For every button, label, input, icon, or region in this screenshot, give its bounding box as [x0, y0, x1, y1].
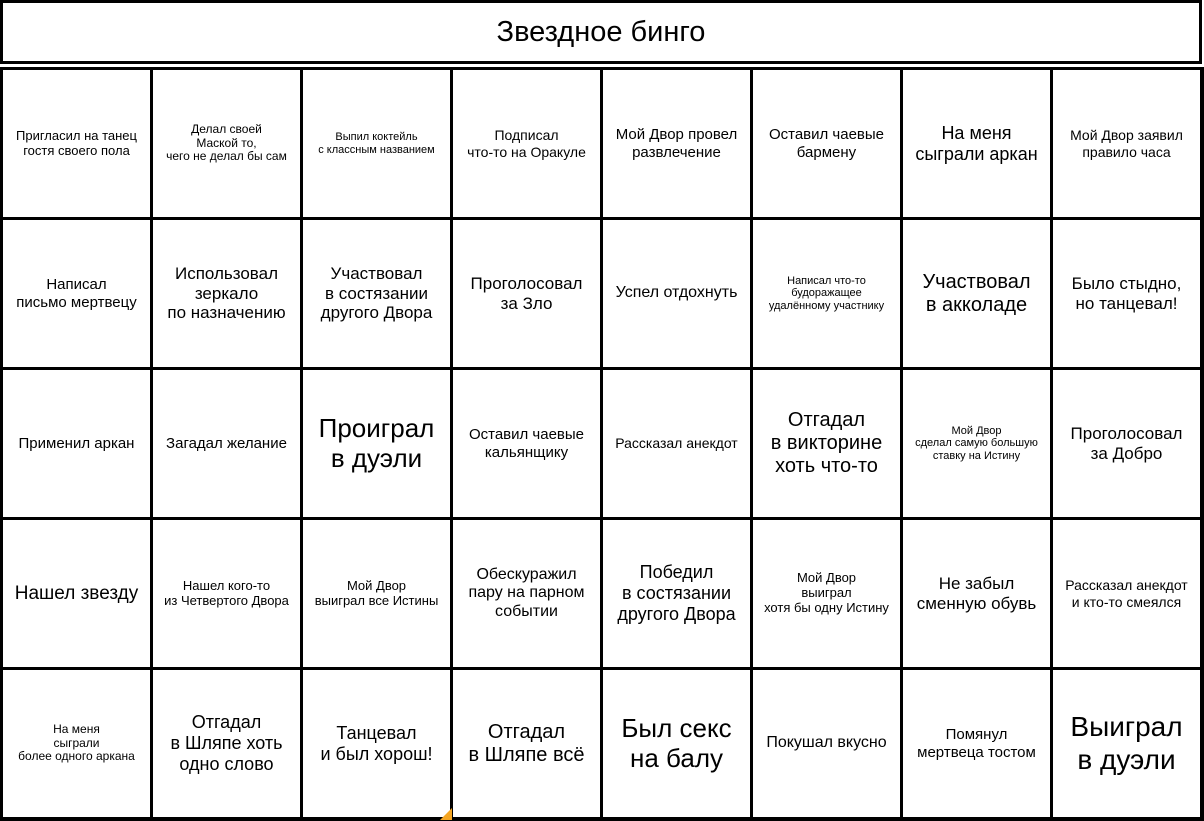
bingo-cell[interactable]: Мой Двор провел развлечение	[603, 70, 750, 217]
bingo-cell[interactable]: Рассказал анекдот и кто-то смеялся	[1053, 520, 1200, 667]
bingo-cell[interactable]: Нашел звезду	[3, 520, 150, 667]
bingo-cell[interactable]: На меня сыграли более одного аркана	[3, 670, 150, 817]
bingo-grid	[0, 67, 1204, 821]
bingo-cell[interactable]: Было стыдно, но танцевал!	[1053, 220, 1200, 367]
bingo-cell[interactable]: Мой Двор заявил правило часа	[1053, 70, 1200, 217]
bingo-cell[interactable]: Применил аркан	[3, 370, 150, 517]
board-title: Звездное бинго	[0, 0, 1202, 64]
bingo-cell[interactable]: Танцевал и был хорош!	[303, 670, 450, 817]
bingo-cell[interactable]: Мой Двор выиграл все Истины	[303, 520, 450, 667]
bingo-cell[interactable]: Участвовал в акколаде	[903, 220, 1050, 367]
bingo-cell[interactable]: Отгадал в Шляпе хоть одно слово	[153, 670, 300, 817]
bingo-cell[interactable]: Выпил коктейль с классным названием	[303, 70, 450, 217]
bingo-cell[interactable]: Отгадал в Шляпе всё	[453, 670, 600, 817]
bingo-cell[interactable]: Покушал вкусно	[753, 670, 900, 817]
bingo-cell[interactable]: На меня сыграли аркан	[903, 70, 1050, 217]
bingo-cell[interactable]: Мой Двор выиграл хотя бы одну Истину	[753, 520, 900, 667]
bingo-cell[interactable]: Нашел кого-то из Четвертого Двора	[153, 520, 300, 667]
bingo-cell[interactable]: Участвовал в состязании другого Двора	[303, 220, 450, 367]
bingo-cell[interactable]: Загадал желание	[153, 370, 300, 517]
bingo-cell[interactable]: Проголосовал за Зло	[453, 220, 600, 367]
bingo-cell[interactable]: Делал своей Маской то, чего не делал бы сам	[153, 70, 300, 217]
bingo-cell[interactable]: Использовал зеркало по назначению	[153, 220, 300, 367]
bingo-cell[interactable]: Выиграл в дуэли	[1053, 670, 1200, 817]
bingo-cell[interactable]: Оставил чаевые кальянщику	[453, 370, 600, 517]
bingo-cell[interactable]: Отгадал в викторине хоть что-то	[753, 370, 900, 517]
bingo-cell[interactable]: Написал что-то будоражащее удалённому участнику	[753, 220, 900, 367]
bingo-cell[interactable]: Написал письмо мертвецу	[3, 220, 150, 367]
bingo-cell[interactable]: Мой Двор сделал самую большую ставку на Истину	[903, 370, 1050, 517]
bingo-cell[interactable]: Проиграл в дуэли	[303, 370, 450, 517]
bingo-cell[interactable]: Не забыл сменную обувь	[903, 520, 1050, 667]
bingo-cell[interactable]: Пригласил на танец гостя своего пола	[3, 70, 150, 217]
bingo-cell[interactable]: Помянул мертвеца тостом	[903, 670, 1050, 817]
bingo-cell[interactable]: Проголосовал за Добро	[1053, 370, 1200, 517]
bingo-cell[interactable]: Победил в состязании другого Двора	[603, 520, 750, 667]
bingo-cell[interactable]: Обескуражил пару на парном событии	[453, 520, 600, 667]
bingo-cell[interactable]: Оставил чаевые бармену	[753, 70, 900, 217]
bingo-cell[interactable]: Подписал что-то на Оракуле	[453, 70, 600, 217]
bingo-cell[interactable]: Рассказал анекдот	[603, 370, 750, 517]
bingo-cell[interactable]: Был секс на балу	[603, 670, 750, 817]
corner-marker-icon	[440, 808, 452, 820]
bingo-cell[interactable]: Успел отдохнуть	[603, 220, 750, 367]
